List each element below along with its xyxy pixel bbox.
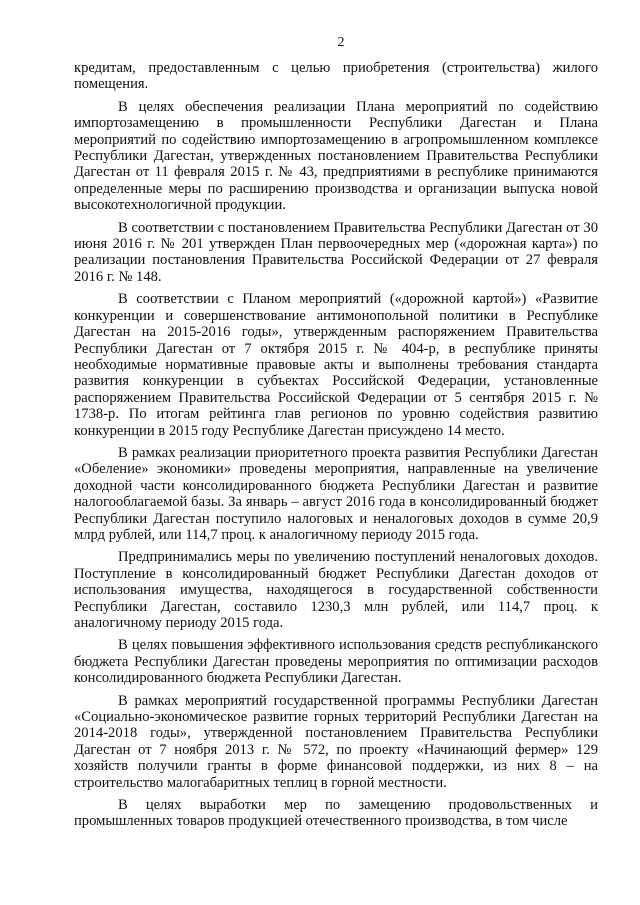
paragraph-2: В целях обеспечения реализации Плана мероприятий по содействию импортозамещению в промышленности Республики Дагестан и Плана мероприятий по содействию импортозамещению в агропромышленном комплексе Республики Дагестан, утвержденных постановлением Правительства Республики Дагестан от 11 февраля 2015 г. № 43, предприятиями в республике принимаются определенные меры по расширению производства и организации выпуска новой высокотехнологичной продукции. <box>74 98 598 214</box>
paragraph-1: кредитам, предоставленным с целью приобретения (строительства) жилого помещения. <box>74 60 598 93</box>
page-number: 2 <box>337 35 345 50</box>
paragraph-8: В рамках мероприятий государственной программы Республики Дагестан «Социально-экономическое развитие горных территорий Республики Дагестан на 2014-2018 годы», утвержденной постановлением Правительства Республики Дагестан от 7 ноября 2013 г. № 572, по проекту «Начинающий фермер» 129 хозяйств получили гранты в форме финансовой поддержки, из них 8 – на строительство малогабаритных теплиц в горной местности. <box>74 692 598 791</box>
paragraph-4: В соответствии с Планом мероприятий («дорожной картой») «Развитие конкуренции и совершенствование антимонопольной политики в Республике Дагестан на 2015-2016 годы», утвержденным распоряжением Правительства Республики Дагестан от 7 октября 2015 г. № 404-р, в республике приняты необходимые нормативные правовые акты и выполнены требования стандарта развития конкуренции в субъектах Российской Федерации, установленные распоряжением Правительства Российской Федерации от 5 сентября 2015 г. № 1738-р. По итогам рейтинга глав регионов по уровню содействия развитию конкуренции в 2015 году Республике Дагестан присуждено 14 место. <box>74 291 598 439</box>
paragraph-9: В целях выработки мер по замещению продовольственных и промышленных товаров продукцией отечественного производства, в том числе <box>74 797 598 830</box>
paragraph-3: В соответствии с постановлением Правительства Республики Дагестан от 30 июня 2016 г. № 201 утвержден План первоочередных мер («дорожная карта») по реализации постановления Правительства Российской Федерации от 27 февраля 2016 г. № 148. <box>74 219 598 285</box>
paragraph-7: В целях повышения эффективного использования средств республиканского бюджета Республики Дагестан проведены мероприятия по оптимизации расходов консолидированного бюджета Республики Дагестан. <box>74 637 598 687</box>
paragraph-5: В рамках реализации приоритетного проекта развития Республики Дагестан «Обеление» экономики» проведены мероприятия, направленные на увеличение доходной части консолидированного бюджета Республики Дагестан и развитие налогооблагаемой базы. За январь – август 2016 года в консолидированный бюджет Республики Дагестан поступило налоговых и неналоговых доходов в сумме 20,9 млрд рублей, или 114,7 проц. к аналогичному периоду 2015 года. <box>74 444 598 543</box>
paragraph-6: Предпринимались меры по увеличению поступлений неналоговых доходов. Поступление в консолидированный бюджет Республики Дагестан доходов от использования имущества, находящегося в государственной собственности Республики Дагестан, составило 1230,3 млн рублей, или 114,7 проц. к аналогичному периоду 2015 года. <box>74 549 598 631</box>
